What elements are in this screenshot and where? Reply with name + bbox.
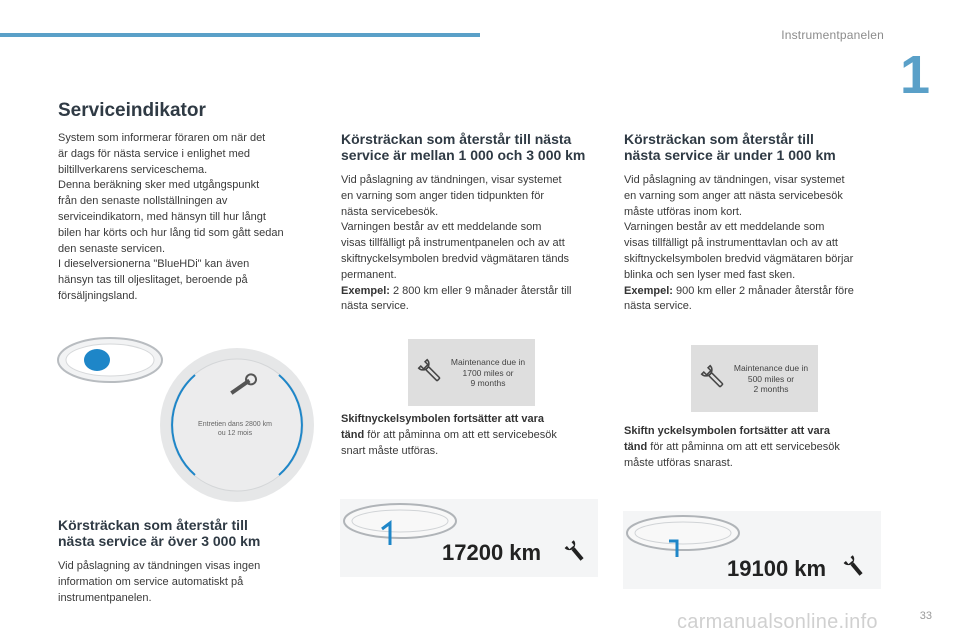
chapter-number: 1 [899,45,930,105]
odometer-photo-between [340,499,598,577]
section-under-heading: Körsträckan som återstår till nästa service är under 1 000 km [624,131,836,163]
section-label: Instrumentpanelen [781,28,884,42]
section-over-body: Vid påslagning av tändningen visas ingen information om service automatiskt på instrumentpanelen. [58,560,261,604]
dial-message: Entretien dans 2800 km ou 12 mois [198,421,272,437]
page-title: Serviceindikator [58,100,206,121]
section-under [624,131,892,315]
header-accent-bar [0,33,480,37]
message-box-under [691,345,818,412]
odometer-photo-under [623,511,881,589]
wrench-icon [562,539,588,563]
odometer-value: 17200 km [442,540,542,565]
intro-text: System som informerar föraren om när det är dags för nästa service i enlighet med biltillverkarens serviceschema. Denna beräkning sker med utgångspunkt från den senaste nollställningen av serviceindikatorn, med hänsyn till hur långt bilen har körts och hur lång tid som gått sedan den senaste servicen. I dieselversionerna "BlueHDi" kan även hänsyn tas till oljeslitaget, beroende på försäljningsland. [58,132,284,302]
page-number: 33 [919,610,932,622]
watermark: carmanualsonline.info [677,611,878,633]
wrench-icon [841,554,867,578]
section-over-3000 [58,517,318,606]
section-between [341,131,609,315]
section-between-body: Vid påslagning av tändningen, visar systemet en varning som anger tiden tidpunkten för nästa servicebesök. Varningen består av ett meddelande som visas tillfälligt på instrumentpanelen och av att skiftnyckelsymbolen bredvid vägmätaren tänds permanent. Exempel: 2 800 km eller 9 månader återstår till nästa service. [341,174,572,313]
section-between-heading: Körsträckan som återstår till nästa service är mellan 1 000 och 3 000 km [341,131,586,163]
example-label: Exempel: [624,284,673,297]
section-under-body: Vid påslagning av tändningen, visar systemet en varning som anger att nästa servicebesök måste utföras inom kort. Varningen består av ett meddelande som visas tillfälligt på instrumenttavlan och av att skiftnyckelsymbolen bredvid vägmätaren börjar blinka och sen lyser med fast sken. Exempel: 900 km eller 2 månader återstår före nästa service. [624,174,854,313]
wrench-icon [699,363,727,391]
maintenance-message: Maintenance due in 500 miles or 2 months [733,363,809,394]
message-box-between [408,339,535,406]
example-label: Exempel: [341,284,390,297]
section-over-heading: Körsträckan som återstår till nästa service är över 3 000 km [58,517,261,549]
caption-between: Skiftnyckelsymbolen fortsätter att vara tänd för att påminna om att ett servicebesök snart måste utföras. [341,413,557,457]
wrench-icon [416,357,444,385]
dial-illustration [55,330,315,510]
maintenance-message: Maintenance due in 1700 miles or 9 months [450,357,526,388]
odometer-value: 19100 km [727,556,827,581]
caption-under: Skiftn yckelsymbolen fortsätter att vara tänd för att påminna om att ett servicebesök måste utföras snarast. [624,425,840,469]
